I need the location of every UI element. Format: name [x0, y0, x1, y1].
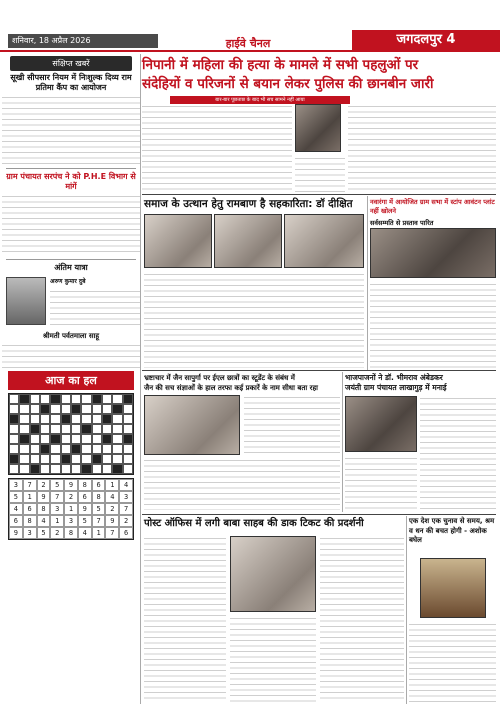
story7-body — [409, 622, 496, 702]
sudoku-cell: 6 — [78, 491, 92, 503]
sudoku-cell: 5 — [92, 503, 106, 515]
news2-headline: ग्राम पंचायत सरपंच ने को P.H.E विभाग से मांगें — [6, 172, 136, 191]
brief-news-title: संक्षिप्त खबरें — [10, 56, 132, 71]
story2-headline: समाज के उत्थान हेतु रामबाण है सहकारिता: डॉ दीक्षित — [144, 198, 353, 210]
column-divider — [140, 54, 141, 704]
sudoku-cell: 1 — [64, 503, 78, 515]
story5-body-b — [345, 456, 417, 510]
column-divider — [406, 516, 407, 704]
sudoku-cell: 9 — [78, 503, 92, 515]
sudoku-cell: 4 — [9, 503, 23, 515]
sudoku-cell: 3 — [23, 527, 37, 539]
sudoku-cell: 2 — [119, 515, 133, 527]
sudoku-cell: 6 — [119, 527, 133, 539]
sudoku-cell: 8 — [78, 479, 92, 491]
story3-subhead: सर्वसम्मति से प्रस्ताव पारित — [370, 219, 434, 227]
story5-body — [420, 396, 496, 510]
sudoku-cell: 9 — [9, 527, 23, 539]
sudoku-cell: 1 — [50, 515, 64, 527]
story5-headline-line1: भाजपाजनों ने डॉ. भीमराव अंबेडकर — [345, 373, 443, 382]
story4-body-a — [244, 395, 340, 455]
lead-body-col2 — [295, 156, 345, 192]
sudoku-cell: 4 — [78, 527, 92, 539]
tribute-text — [50, 289, 140, 329]
divider — [6, 168, 136, 169]
story5-headline-line2: जयंती ग्राम पंचायत लाखागुड़ में मनाई — [345, 383, 447, 392]
sudoku-cell: 9 — [37, 491, 51, 503]
section-divider — [142, 370, 496, 371]
story4-body-b — [144, 458, 340, 510]
sudoku-cell: 5 — [9, 491, 23, 503]
story2-body — [144, 272, 364, 368]
sudoku-grid — [8, 478, 134, 540]
sudoku-cell: 2 — [64, 491, 78, 503]
column-divider — [367, 196, 368, 370]
sudoku-cell: 7 — [105, 527, 119, 539]
sudoku-cell: 4 — [119, 479, 133, 491]
lead-headline-line1: निपानी में महिला की हत्या के मामले में सभी पहलुओं पर — [142, 57, 419, 73]
sudoku-cell: 6 — [23, 503, 37, 515]
story4-photo — [144, 395, 240, 455]
lead-photo — [295, 104, 341, 152]
story4-headline-line1: भ्रष्टाचार में जैन सापुर्गा पर ईएल छात्रों का स्टूडेंट के संबंध में — [144, 374, 295, 382]
sudoku-cell: 8 — [23, 515, 37, 527]
sudoku-cell: 6 — [92, 479, 106, 491]
sudoku-cell: 5 — [78, 515, 92, 527]
story3-body — [370, 282, 496, 368]
sudoku-cell: 5 — [37, 527, 51, 539]
sudoku-cell: 3 — [50, 503, 64, 515]
story7-headline: एक देश एक चुनाव से समय, श्रम व धन की बचत होगी - अशोक बघेल — [409, 517, 495, 544]
section-divider — [142, 194, 496, 195]
sudoku-cell: 7 — [50, 491, 64, 503]
left-column — [2, 54, 140, 542]
story3-headline: नवारंगा में आयोजित ग्राम सभा में स्टांप आवंटन प्लांट नहीं खोलने — [370, 198, 495, 215]
tribute2-text — [2, 343, 140, 371]
sudoku-cell: 3 — [9, 479, 23, 491]
sudoku-cell: 2 — [37, 479, 51, 491]
tribute-block — [2, 275, 140, 329]
sudoku-cell: 6 — [9, 515, 23, 527]
sudoku-cell: 2 — [105, 503, 119, 515]
column-divider — [342, 372, 343, 512]
sudoku-cell: 4 — [37, 515, 51, 527]
sudoku-cell: 9 — [64, 479, 78, 491]
story2-photo-2 — [214, 214, 282, 268]
tribute2-headline: श्रीमती पर्वतमाला साहू — [42, 332, 100, 340]
story6-body-c — [320, 536, 404, 702]
channel-name: हाईवे चैनल — [225, 37, 271, 50]
sudoku-cell: 8 — [64, 527, 78, 539]
story7-photo — [420, 558, 486, 618]
divider — [6, 259, 136, 260]
tribute-title: अंतिम यात्रा — [54, 263, 88, 272]
section-divider — [142, 514, 496, 515]
tribute-name: अरुण कुमार दुबे — [50, 278, 86, 285]
story6-photo — [230, 536, 316, 612]
story3-photo — [370, 228, 496, 278]
sudoku-cell: 3 — [64, 515, 78, 527]
lead-body-col1 — [142, 104, 292, 192]
news1-text — [2, 95, 140, 165]
story4-headline — [144, 373, 340, 393]
tribute-photo — [6, 277, 46, 325]
story2-photo-3 — [284, 214, 364, 268]
sudoku-cell: 8 — [37, 503, 51, 515]
sudoku-cell: 3 — [119, 491, 133, 503]
sudoku-cell: 5 — [50, 479, 64, 491]
sudoku-cell: 7 — [23, 479, 37, 491]
sudoku-cell: 7 — [92, 515, 106, 527]
lead-body-col3 — [348, 104, 496, 192]
sudoku-cell: 9 — [105, 515, 119, 527]
issue-date: शनिवार, 18 अप्रैल 2026 — [8, 34, 158, 48]
lead-subcaption: बार-बार पूछताछ के बाद भी सच सामने नहीं आया — [170, 96, 350, 104]
sudoku-cell: 1 — [92, 527, 106, 539]
header-divider — [0, 50, 500, 52]
crossword-grid — [8, 393, 134, 475]
masthead — [0, 0, 500, 48]
lead-headline-line2: संदेहियों व परिजनों से बयान लेकर पुलिस की छानबीन जारी — [142, 76, 434, 92]
story6-body-b — [230, 616, 316, 702]
news1-headline: सूखी सीपसार नियम में निःशुल्क दिव्य राम प्रतिमा कैंप का आयोजन — [10, 73, 132, 92]
puzzle-title: आज का हल — [8, 371, 134, 390]
sudoku-cell: 1 — [23, 491, 37, 503]
story5-photo — [345, 396, 417, 452]
story6-headline: पोस्ट ऑफिस में लगी बाबा साहब की डाक टिकट की प्रदर्शनी — [144, 518, 364, 529]
story5-headline — [345, 373, 496, 393]
lead-headline — [142, 56, 496, 94]
news2-text — [2, 194, 140, 256]
city-page-label: जगदलपुर 4 — [352, 30, 500, 50]
sudoku-cell: 7 — [119, 503, 133, 515]
story2-photo-1 — [144, 214, 212, 268]
sudoku-cell: 1 — [105, 479, 119, 491]
sudoku-cell: 2 — [50, 527, 64, 539]
story6-body-a — [144, 536, 226, 702]
sudoku-cell: 4 — [105, 491, 119, 503]
story4-headline-line2: जैन की सच संज्ञाओं के हाल तरफा कई प्रकारें के नाम सीधा बता रहा — [144, 384, 318, 392]
sudoku-cell: 8 — [92, 491, 106, 503]
